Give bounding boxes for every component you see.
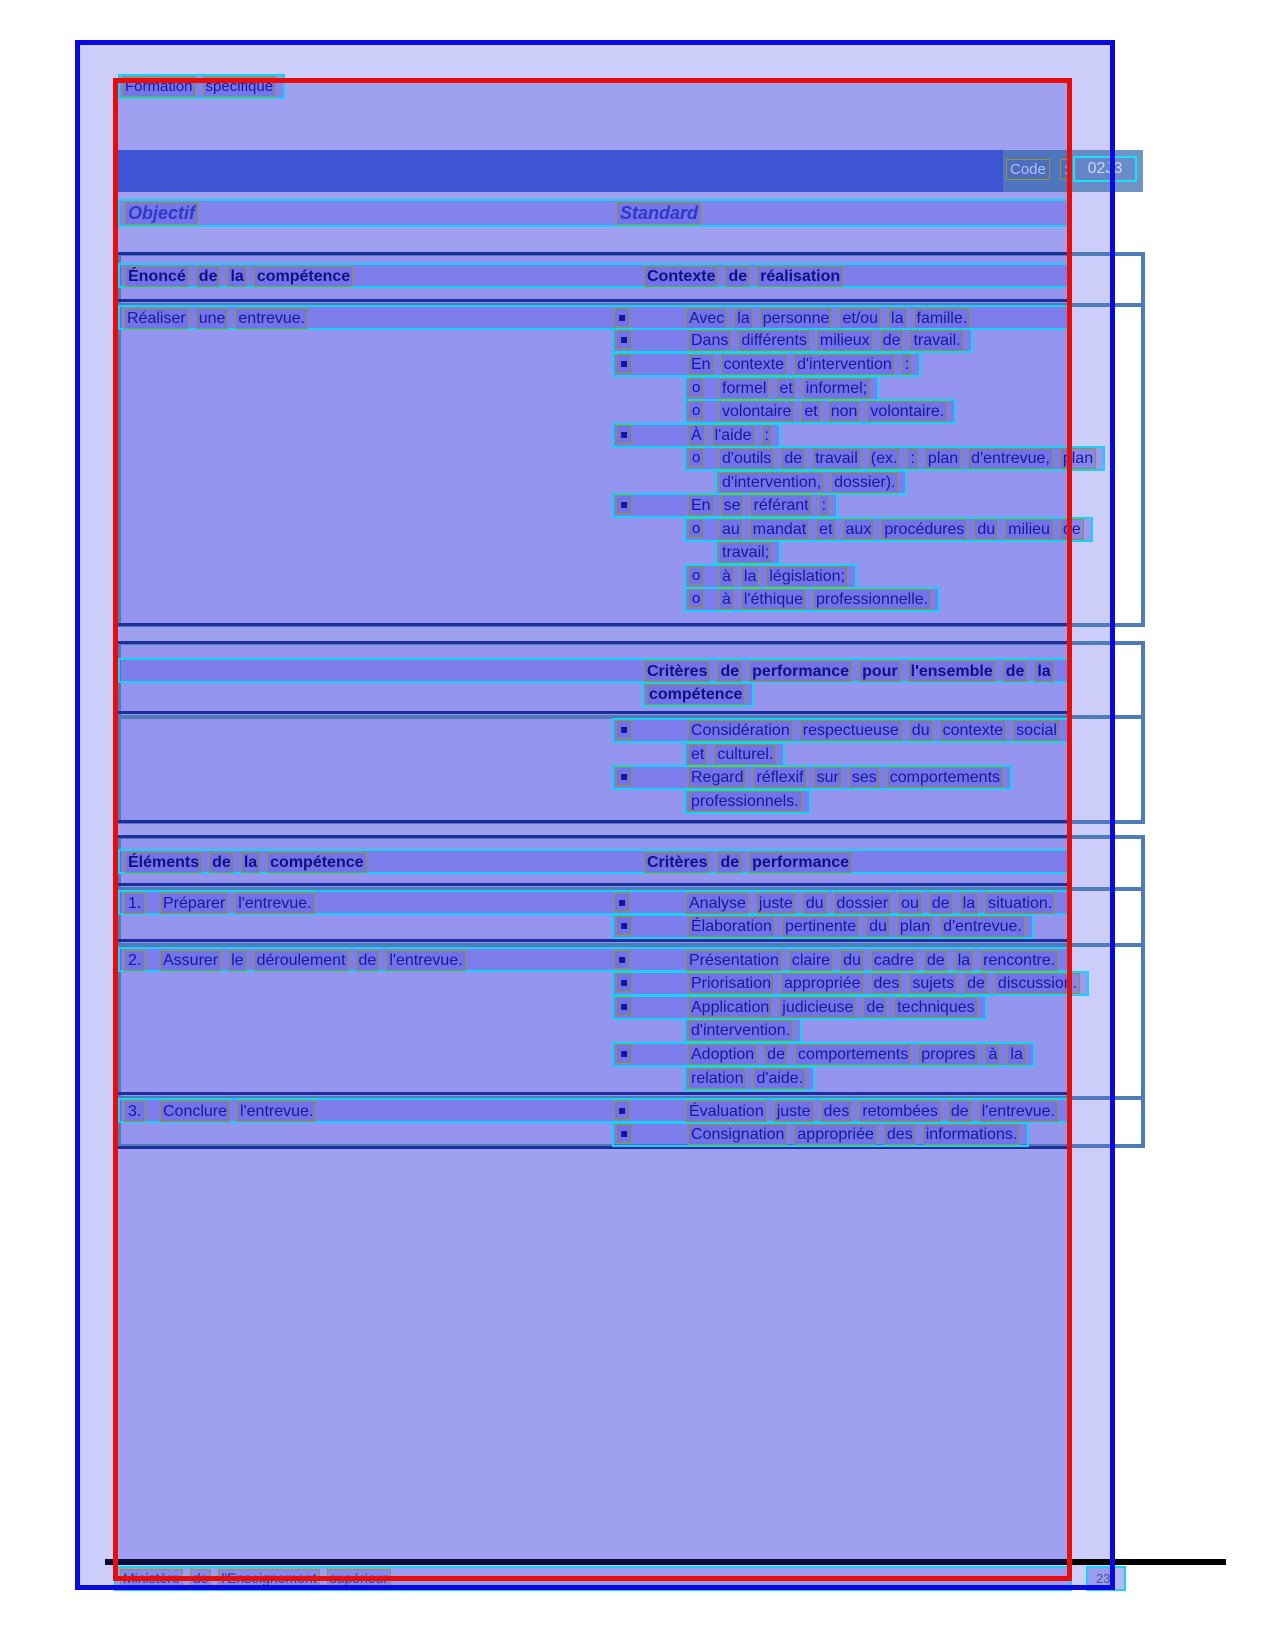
text-group (688, 448, 1103, 469)
bullet-glyph: o (688, 401, 704, 420)
table-border-line (115, 939, 1072, 942)
word: En (688, 495, 714, 516)
bullet-glyph: 3. (124, 1101, 145, 1122)
bullet-icon (614, 893, 686, 914)
text-group (616, 997, 985, 1018)
line-annotation (118, 947, 1072, 972)
bullet-glyph: ▪ (614, 1101, 630, 1120)
text-group (688, 566, 855, 587)
word: supérieur (327, 1569, 391, 1589)
text-group (688, 378, 877, 399)
word: Adoption (688, 1044, 757, 1065)
header-bar (118, 150, 1072, 192)
word: l'Enseignement (218, 1569, 319, 1589)
line-annotation (715, 540, 781, 565)
word: travail (812, 448, 861, 469)
line-annotation (612, 765, 1012, 790)
circle-bullet-icon (688, 378, 719, 399)
word: de (356, 950, 380, 971)
line-annotation (612, 718, 1069, 743)
text-group (125, 202, 205, 223)
bullet-glyph: ▪ (616, 495, 632, 514)
word: du (909, 720, 933, 741)
word: du (840, 950, 864, 971)
text-group (616, 973, 1087, 994)
word: : (902, 354, 912, 375)
word: la (960, 893, 978, 914)
word: la (734, 308, 752, 329)
word: situation. (985, 893, 1055, 914)
word: réflexif (753, 767, 806, 788)
text-group (688, 1020, 800, 1041)
word: procédures (881, 519, 967, 540)
text-group (688, 589, 938, 610)
bullet-icon (614, 308, 686, 329)
word: juste (774, 1101, 814, 1122)
word: législation; (766, 566, 848, 587)
word: et/ou (839, 308, 881, 329)
bullet-glyph: ▪ (616, 1044, 632, 1063)
word: dossier (834, 893, 892, 914)
bullet-glyph: o (688, 448, 704, 467)
text-group (644, 852, 859, 873)
circle-bullet-icon (688, 401, 719, 422)
word: ou (898, 893, 922, 914)
line-annotation (118, 305, 1072, 330)
word: l'entrevue. (235, 893, 314, 914)
word: compétence (254, 266, 353, 287)
word: de (929, 893, 953, 914)
bullet-icon (614, 950, 686, 971)
word: rencontre. (980, 950, 1058, 971)
bullet-icon (616, 720, 688, 741)
line-annotation (684, 1018, 802, 1043)
word: milieu (1005, 519, 1053, 540)
word: aux (843, 519, 875, 540)
text-group (124, 893, 322, 914)
word: propres (918, 1044, 978, 1065)
word: de (209, 852, 234, 873)
word: Consignation (688, 1124, 787, 1145)
code-value: 02J3 (1073, 156, 1137, 182)
word: sur (814, 767, 842, 788)
bullet-glyph: o (688, 519, 704, 538)
word: une (196, 308, 229, 329)
word: l'aide (712, 425, 755, 446)
text-group (616, 495, 836, 516)
word: Conclure (160, 1101, 230, 1122)
line-annotation (684, 446, 1105, 471)
word: culturel. (714, 744, 776, 765)
line-annotation (684, 789, 811, 814)
word: plan (897, 916, 933, 937)
word: respectueuse (800, 720, 902, 741)
word: et (688, 744, 707, 765)
text-group (616, 354, 919, 375)
bullet-icon (616, 767, 688, 788)
word: Évaluation (686, 1101, 767, 1122)
bullet-icon (616, 495, 688, 516)
word: Élaboration (688, 916, 775, 937)
word: d'aide. (753, 1068, 806, 1089)
line-annotation (118, 890, 1072, 915)
word: Critères (644, 661, 710, 682)
line-annotation (612, 1122, 1029, 1147)
word: au (719, 519, 743, 540)
bullet-icon (616, 1044, 688, 1065)
item-number (124, 950, 160, 971)
word: déroulement (254, 950, 349, 971)
word: la (741, 566, 759, 587)
word: : (762, 425, 772, 446)
table-border-line (115, 820, 1072, 823)
line-annotation (612, 328, 973, 353)
word: personne (760, 308, 833, 329)
bullet-icon (616, 973, 688, 994)
word: Considération (688, 720, 793, 741)
word: de (880, 330, 904, 351)
circle-bullet-icon (688, 566, 719, 587)
word: et (801, 401, 820, 422)
word: En (688, 354, 714, 375)
word: famille. (914, 308, 971, 329)
word: discussion. (995, 973, 1080, 994)
word: à (985, 1044, 1000, 1065)
word: non (828, 401, 861, 422)
word: la (1007, 1044, 1025, 1065)
line-annotation (118, 1098, 1072, 1123)
word: Application (688, 997, 772, 1018)
word: ses (849, 767, 880, 788)
table-border-line (115, 299, 1072, 302)
bullet-glyph: ▪ (616, 425, 632, 444)
table-border-line (115, 883, 1072, 886)
text-group (120, 1569, 398, 1590)
word: de (190, 1569, 212, 1589)
word: d'intervention. (688, 1020, 793, 1041)
word: pertinente (782, 916, 859, 937)
bullet-icon (616, 916, 688, 937)
bullet-icon (616, 1124, 688, 1145)
circle-bullet-icon (688, 519, 719, 540)
text-group (616, 1124, 1027, 1145)
word: du (974, 519, 998, 540)
word: Objectif (125, 202, 198, 225)
text-group (616, 916, 1032, 937)
bullet-glyph: ▪ (616, 767, 632, 786)
bullet-glyph: 2. (124, 950, 145, 971)
text-group (616, 767, 1010, 788)
word: techniques (894, 997, 977, 1018)
word: à (719, 566, 734, 587)
word: Présentation (686, 950, 782, 971)
word: pour (859, 661, 901, 682)
line-annotation (612, 1042, 1035, 1067)
word: l'entrevue. (237, 1101, 316, 1122)
word: performance (749, 661, 852, 682)
word: sujets (909, 973, 957, 994)
item-number (124, 1101, 160, 1122)
text-group (688, 791, 809, 812)
word: du (866, 916, 890, 937)
text-group (614, 950, 1065, 971)
line-annotation (612, 352, 921, 377)
line-annotation (612, 423, 781, 448)
text-group (122, 76, 283, 97)
text-group (617, 202, 708, 223)
word: d'outils (719, 448, 774, 469)
code-separator: : (1060, 159, 1072, 180)
item-number (124, 893, 160, 914)
word: de (717, 852, 742, 873)
word: Énoncé (125, 266, 189, 287)
table-border-line (115, 711, 1072, 714)
word: À (688, 425, 705, 446)
line-annotation (684, 399, 956, 424)
word: volontaire (719, 401, 794, 422)
word: Contexte (644, 266, 718, 287)
word: la (227, 266, 246, 287)
word: de (863, 997, 887, 1018)
word: de (1060, 519, 1084, 540)
word: de (781, 448, 805, 469)
text-group (719, 542, 779, 563)
word: l'éthique (741, 589, 806, 610)
word: la (1034, 661, 1053, 682)
word: travail. (910, 330, 963, 351)
text-group (124, 308, 315, 329)
word: différents (738, 330, 810, 351)
word: professionnelle. (813, 589, 931, 610)
word: l'entrevue. (386, 950, 465, 971)
word: réalisation (757, 266, 843, 287)
text-group (616, 1044, 1033, 1065)
word: volontaire. (867, 401, 947, 422)
word: entrevue. (235, 308, 308, 329)
word: compétence (646, 684, 745, 705)
text-group (688, 401, 954, 422)
word: d'intervention, (719, 472, 824, 493)
word: Critères (644, 852, 710, 873)
word: informel; (803, 378, 870, 399)
text-group (614, 893, 1062, 914)
word: mandat (750, 519, 809, 540)
word: du (803, 893, 827, 914)
text-group (616, 720, 1067, 741)
word: appropriée (794, 1124, 877, 1145)
bullet-glyph: ▪ (616, 973, 632, 992)
word: de (764, 1044, 788, 1065)
line-annotation (684, 376, 879, 401)
word: juste (756, 893, 796, 914)
word: travail; (719, 542, 772, 563)
word: claire (789, 950, 833, 971)
table-border-line (115, 252, 1072, 255)
word: Éléments (125, 852, 202, 873)
word: l'ensemble (908, 661, 996, 682)
word: plan (925, 448, 961, 469)
word: performance (749, 852, 852, 873)
line-annotation (684, 517, 1093, 542)
line-annotation (118, 658, 1072, 683)
footer-rule-line (105, 1559, 1226, 1565)
word: d'entrevue. (940, 916, 1025, 937)
word: : (907, 448, 917, 469)
table-border-line (115, 835, 1072, 838)
word: et (816, 519, 835, 540)
word: la (888, 308, 906, 329)
word: et (776, 378, 795, 399)
bullet-glyph: ▪ (616, 354, 632, 373)
text-group (646, 684, 752, 705)
word: Priorisation (688, 973, 774, 994)
line-annotation (114, 1566, 1072, 1591)
word: Ministère (120, 1569, 183, 1589)
bullet-glyph: 1. (124, 893, 145, 914)
circle-bullet-icon (688, 448, 719, 469)
line-annotation (118, 74, 285, 99)
text-group (688, 744, 783, 765)
line-annotation (612, 995, 987, 1020)
word: dossier). (831, 472, 898, 493)
word: de (725, 266, 750, 287)
bullet-icon (616, 330, 688, 351)
word: Standard (617, 202, 701, 225)
word: de (964, 973, 988, 994)
table-border-line (115, 641, 1072, 644)
line-annotation (642, 682, 754, 707)
word: de (1003, 661, 1028, 682)
code-label: Code (1006, 159, 1050, 180)
word: à (719, 589, 734, 610)
text-group (644, 266, 850, 287)
word: de (717, 661, 742, 682)
line-annotation (715, 470, 907, 495)
word: se (721, 495, 744, 516)
word: l'entrevue. (979, 1101, 1058, 1122)
word: (ex. (868, 448, 901, 469)
word: de (924, 950, 948, 971)
word: Regard (688, 767, 746, 788)
word: appropriée (781, 973, 864, 994)
word: cadre (871, 950, 917, 971)
bullet-icon (616, 425, 688, 446)
text-group (616, 425, 779, 446)
word: formel (719, 378, 769, 399)
bullet-icon (614, 1101, 686, 1122)
text-group (1094, 1569, 1119, 1590)
word: Réaliser (124, 308, 189, 329)
bullet-glyph: ▪ (616, 916, 632, 935)
text-group (124, 950, 473, 971)
word: de (196, 266, 221, 287)
bullet-glyph: ▪ (614, 308, 630, 327)
word: la (241, 852, 260, 873)
word: la (955, 950, 973, 971)
word: des (871, 973, 903, 994)
line-annotation (684, 564, 857, 589)
word: le (228, 950, 246, 971)
text-group (614, 1101, 1065, 1122)
word: Assurer (160, 950, 221, 971)
word: contexte (940, 720, 1006, 741)
word: Avec (686, 308, 727, 329)
line-annotation (612, 914, 1034, 939)
bullet-glyph: ▪ (616, 997, 632, 1016)
bullet-icon (616, 997, 688, 1018)
word: Dans (688, 330, 731, 351)
text-group (124, 1101, 323, 1122)
word: Analyse (686, 893, 749, 914)
line-annotation (612, 971, 1089, 996)
word: : (819, 495, 829, 516)
line-annotation (684, 1066, 815, 1091)
text-group (614, 308, 977, 329)
word: retombées (859, 1101, 941, 1122)
text-group (688, 519, 1091, 540)
word: plan (1060, 448, 1096, 469)
word: relation (688, 1068, 746, 1089)
line-annotation (1086, 1566, 1126, 1591)
word: judicieuse (779, 997, 856, 1018)
bullet-glyph: o (688, 378, 704, 397)
word: Formation (122, 76, 196, 97)
word: des (821, 1101, 853, 1122)
word: des (884, 1124, 916, 1145)
bullet-glyph: o (688, 589, 704, 608)
word: 23 (1096, 1571, 1111, 1586)
table-border-line (115, 1092, 1072, 1095)
text-group (719, 472, 905, 493)
line-annotation (612, 493, 838, 518)
word: contexte (721, 354, 787, 375)
line-annotation (118, 849, 1072, 874)
bullet-glyph: ▪ (616, 720, 632, 739)
word: milieux (817, 330, 873, 351)
text-group (644, 661, 1061, 682)
word: de (948, 1101, 972, 1122)
word: professionnels. (688, 791, 802, 812)
text-group (125, 266, 360, 287)
word: comportements (887, 767, 1003, 788)
line-annotation (118, 199, 1072, 227)
table-border-line (115, 623, 1072, 626)
line-annotation (684, 742, 785, 767)
bullet-glyph: o (688, 566, 704, 585)
text-group (688, 1068, 813, 1089)
word: d'intervention (794, 354, 895, 375)
bullet-glyph: ▪ (616, 330, 632, 349)
text-group (616, 330, 971, 351)
word: informations. (923, 1124, 1021, 1145)
word: comportements (795, 1044, 911, 1065)
bullet-icon (616, 354, 688, 375)
word: compétence (267, 852, 366, 873)
line-annotation (118, 263, 1072, 288)
text-group (125, 852, 374, 873)
word: référant (750, 495, 811, 516)
line-annotation (684, 587, 940, 612)
word: Préparer (160, 893, 228, 914)
bullet-glyph: ▪ (614, 950, 630, 969)
word: d'entrevue, (968, 448, 1053, 469)
bullet-glyph: ▪ (616, 1124, 632, 1143)
circle-bullet-icon (688, 589, 719, 610)
word: social (1013, 720, 1060, 741)
word: spécifique (203, 76, 277, 97)
bullet-glyph: ▪ (614, 893, 630, 912)
